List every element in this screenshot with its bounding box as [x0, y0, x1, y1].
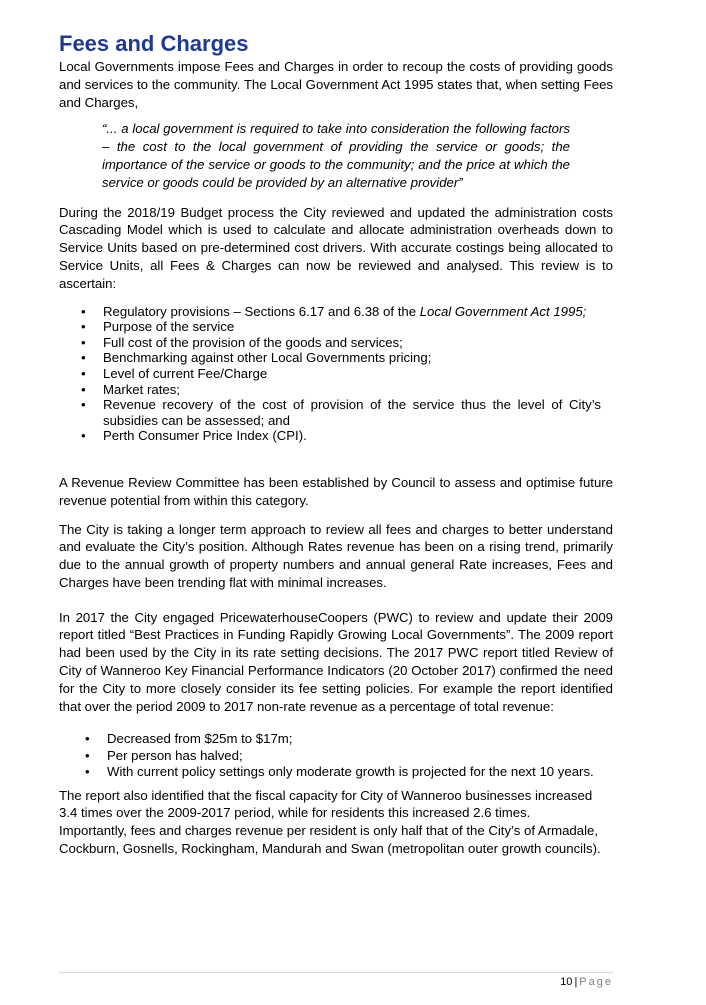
budget-paragraph: During the 2018/19 Budget process the City reviewed and updated the administration costs Cascading Model which is used to calculate and allocate administration overheads down to Service Units based on pre-determined cost drivers. With accurate costings being allocated to Service Units, all Fees & Charges can now be reviewed and analysed. This review is to ascertain:	[59, 204, 613, 291]
bullet-icon: •	[81, 319, 86, 335]
list-item-text: Per person has halved;	[107, 747, 243, 763]
act-reference: Local Government Act 1995;	[419, 303, 587, 319]
list-item	[81, 319, 601, 335]
list-item-text: Benchmarking against other Local Governments pricing;	[103, 350, 432, 366]
list-item-text: Full cost of the provision of the goods and services;	[103, 334, 403, 350]
bullet-icon: •	[85, 747, 90, 763]
list-item	[81, 334, 601, 351]
longer-term-paragraph: The City is taking a longer term approach to review all fees and charges to better understand and evaluate the City’s position. Although Rates revenue has been on a rising trend, primarily due to the annual growth of property numbers and annual general Rate increases, Fees and Charges have been trending flat with minimal increases.	[59, 521, 613, 590]
page-footer	[560, 976, 613, 988]
per-resident-paragraph: Importantly, fees and charges revenue per resident is only half that of the City’s of Armadale, Cockburn, Gosnells, Rockingham, Mandurah and Swan (metropolitan outer growth councils).	[59, 823, 601, 857]
bullet-icon: •	[81, 397, 86, 413]
list-item-text: Purpose of the service	[103, 319, 235, 335]
list-item-text: Perth Consumer Price Index (CPI).	[103, 428, 307, 444]
document-page	[59, 30, 613, 858]
pwc-paragraph: In 2017 the City engaged PricewaterhouseCoopers (PWC) to review and update their 2009 report titled “Best Practices in Funding Rapidly Growing Local Governments”. The 2009 report had been used by the City in its rate setting decisions. The 2017 PWC report titled Review of City of Wanneroo Key Financial Performance Indicators (20 October 2017) confirmed the need for the City to more closely consider its fee setting policies. For example the report identified that over the period 2009 to 2017 non-rate revenue as a percentage of total revenue:	[59, 609, 613, 714]
list-item	[85, 747, 613, 764]
committee-paragraph: A Revenue Review Committee has been established by Council to assess and optimise future revenue potential from within this category.	[59, 474, 613, 508]
list-item-text: With current policy settings only moderate growth is projected for the next 10 years.	[107, 764, 594, 780]
review-list	[81, 303, 601, 444]
bullet-icon: •	[85, 731, 90, 747]
bullet-icon: •	[81, 303, 86, 319]
bullet-icon: •	[81, 334, 86, 350]
list-item-text: Level of current Fee/Charge	[103, 365, 268, 381]
list-item-text: Market rates;	[103, 381, 180, 397]
list-item	[81, 381, 601, 398]
list-item-text: Decreased from $25m to $17m;	[107, 731, 293, 747]
list-item-text: Revenue recovery of the cost of provision of the service thus the level of City’s subsidies can be assessed; and	[103, 397, 601, 428]
footer-divider	[59, 972, 613, 973]
fiscal-paragraph: The report also identified that the fiscal capacity for City of Wanneroo businesses increased 3.4 times over the 2009-2017 period, while for residents this increased 2.6 times.	[59, 787, 593, 821]
bullet-icon: •	[81, 428, 86, 444]
list-item	[85, 731, 613, 747]
bullet-icon: •	[81, 381, 86, 397]
page-label: Page	[579, 976, 613, 988]
list-item	[81, 365, 601, 382]
list-item	[81, 428, 601, 444]
revenue-list	[85, 731, 613, 780]
list-item	[81, 303, 601, 320]
list-item	[85, 764, 613, 780]
list-item	[81, 350, 601, 366]
intro-paragraph: Local Governments impose Fees and Charges in order to recoup the costs of providing goods and services to the community. The Local Government Act 1995 states that, when setting Fees and Charges,	[59, 59, 613, 110]
footer-separator: |	[574, 976, 578, 988]
page-title: Fees and Charges	[59, 31, 249, 56]
page-number: 10	[560, 976, 573, 988]
bullet-icon: •	[81, 350, 86, 366]
bullet-icon: •	[81, 365, 86, 381]
bullet-icon: •	[85, 764, 90, 780]
list-item	[81, 397, 601, 428]
list-item-text: Regulatory provisions – Sections 6.17 and 6.38 of the	[103, 303, 420, 319]
act-quote: “... a local government is required to take into consideration the following factors – the cost to the local government of providing the service or goods; the importance of the service or goods to the community; and the price at which the service or goods could be provided by an alternative provider”	[102, 121, 570, 190]
